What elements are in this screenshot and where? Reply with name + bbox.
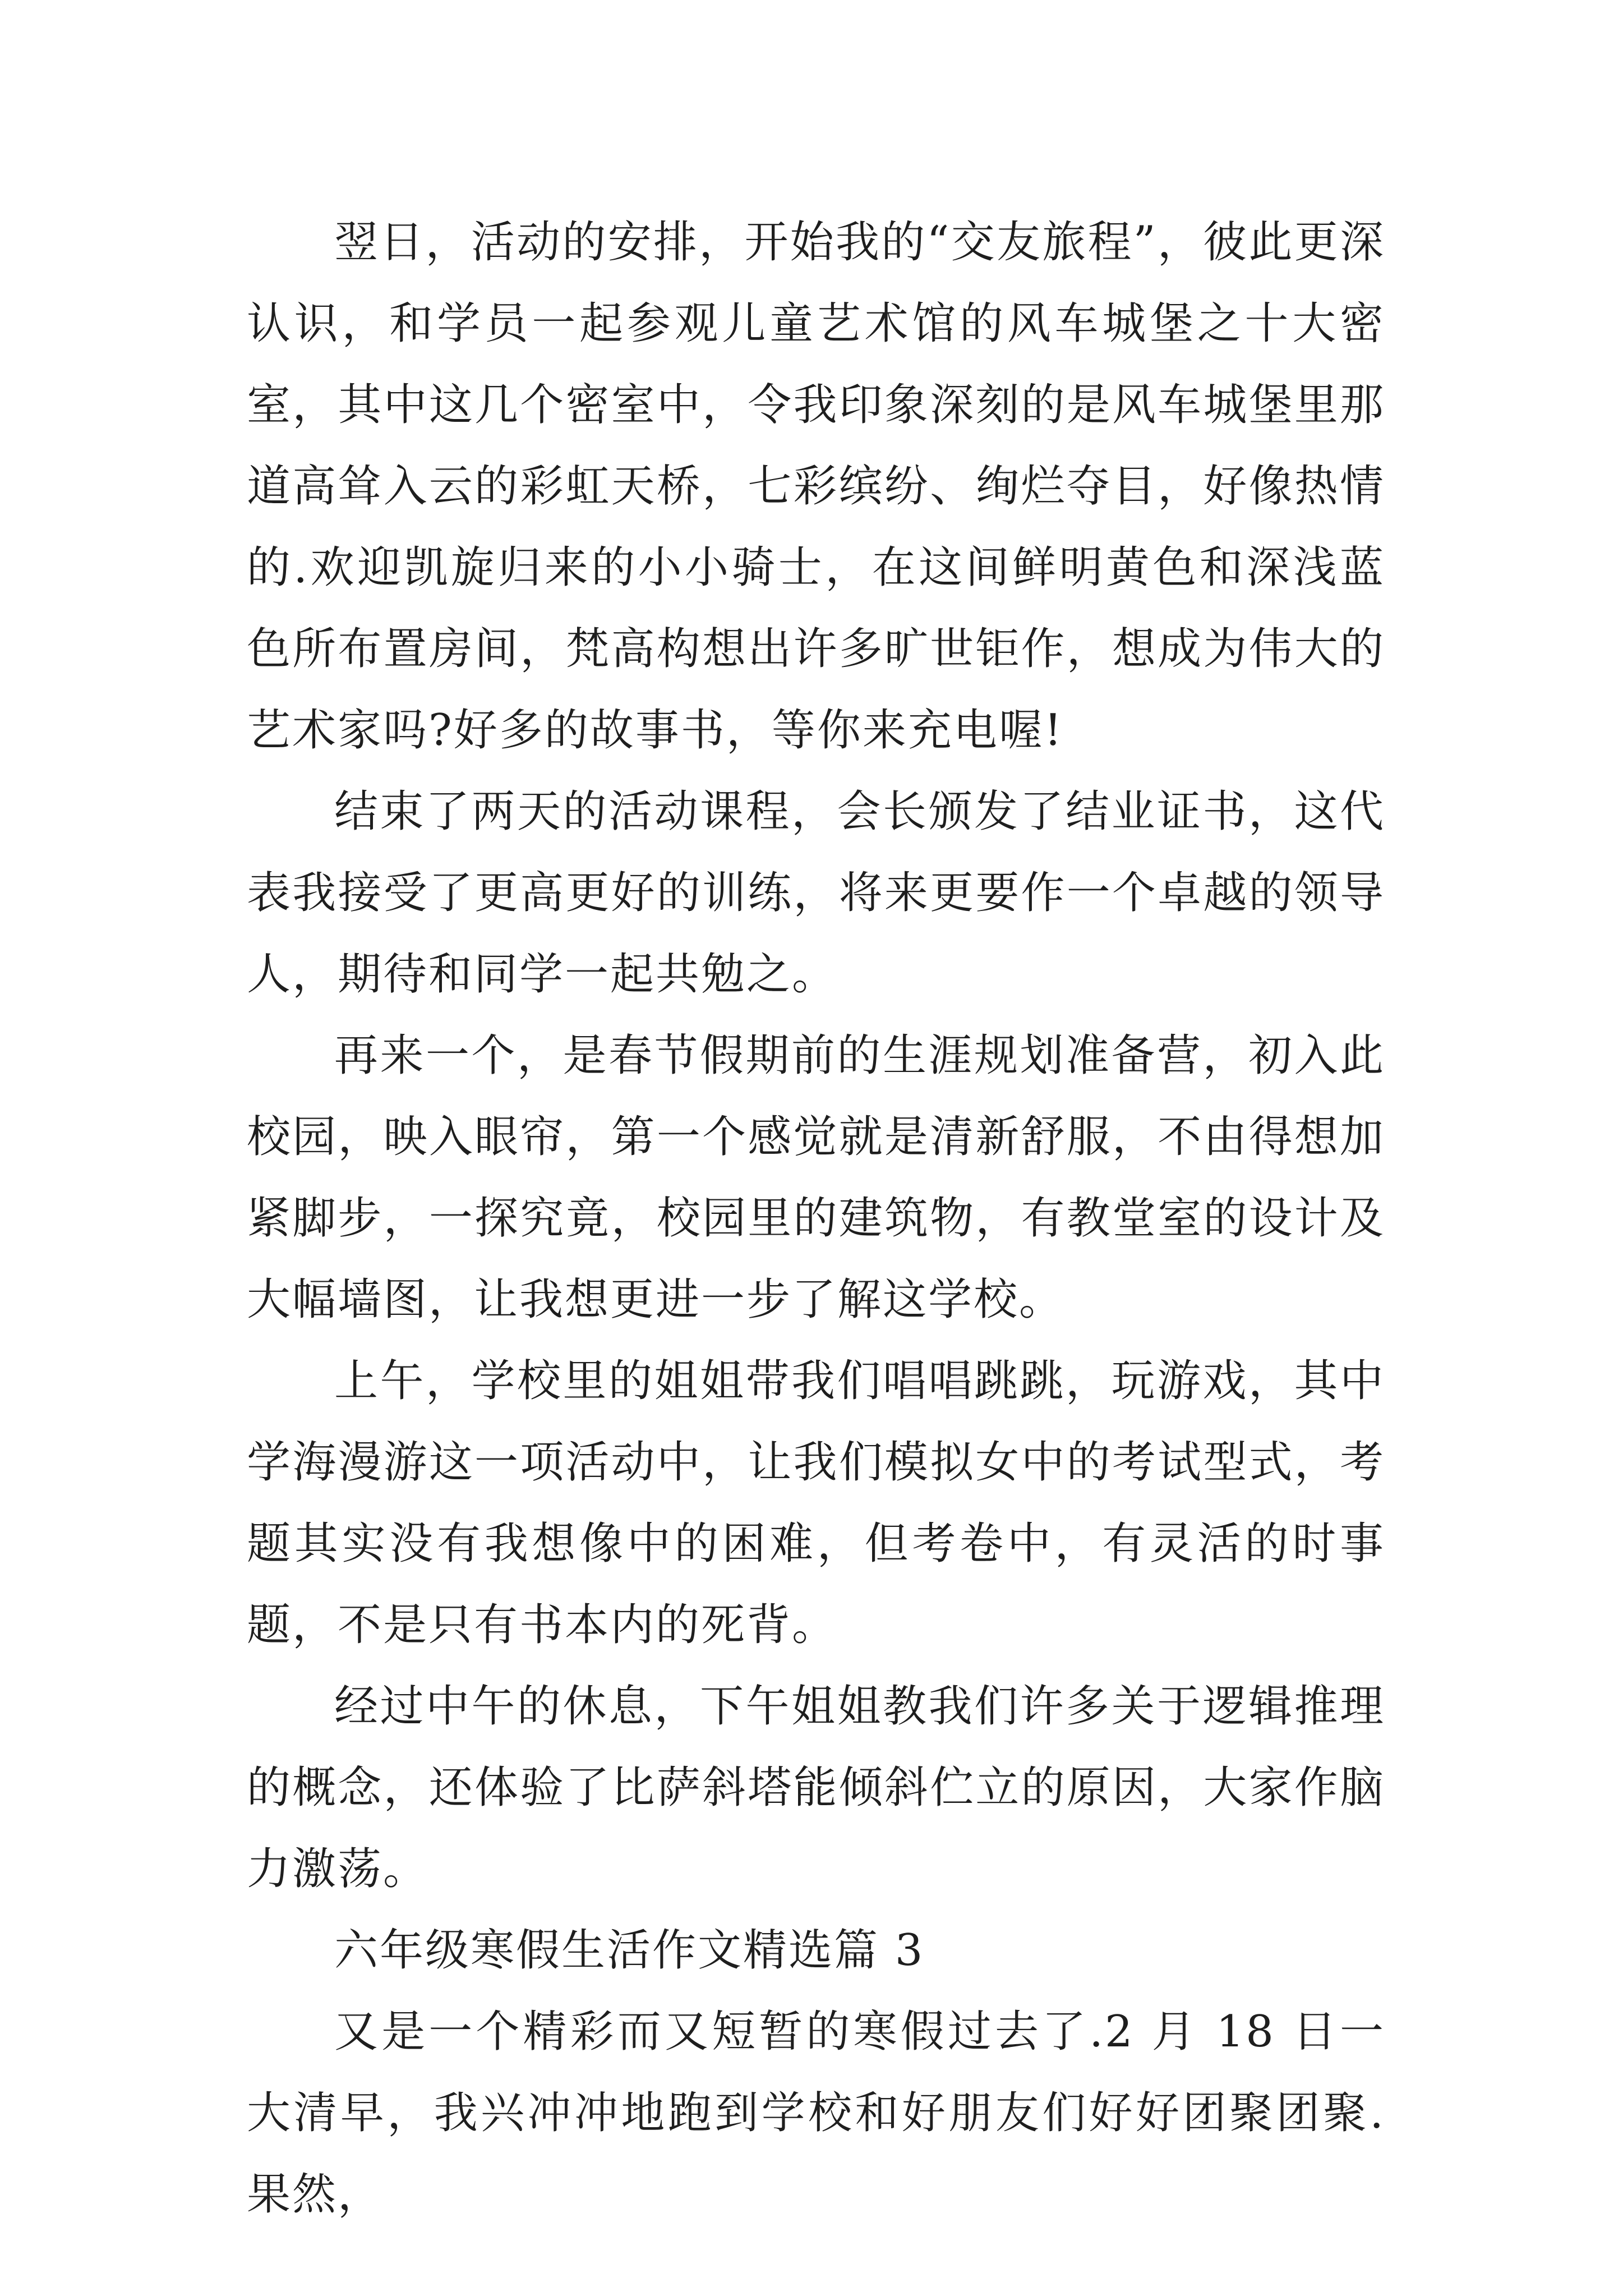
paragraph-4: 上午，学校里的姐姐带我们唱唱跳跳，玩游戏，其中学海漫游这一项活动中，让我们模拟女中的考试型式，考题其实没有我想像中的困难，但考卷中，有灵活的时事题，不是只有书本内的死背。 — [247, 1356, 1385, 1650]
paragraph-6: 又是一个精彩而又短暂的寒假过去了.2 月 18 日一大清早，我兴冲冲地跑到学校和好朋友们好好团聚团聚.果然， — [247, 2007, 1385, 2220]
section-heading: 六年级寒假生活作文精选篇 3 — [334, 1925, 925, 1976]
paragraph-3: 再来一个，是春节假期前的生涯规划准备营，初入此校园，映入眼帘，第一个感觉就是清新舒服，不由得想加紧脚步，一探究竟，校园里的建筑物，有教堂室的设计及大幅墙图，让我想更进一步了解这学校。 — [247, 1030, 1385, 1325]
paragraph-5: 经过中午的休息，下午姐姐教我们许多关于逻辑推理的概念，还体验了比萨斜塔能倾斜伫立的原因，大家作脑力激荡。 — [247, 1681, 1385, 1894]
paragraph-1: 翌日，活动的安排，开始我的“交友旅程”，彼此更深认识，和学员一起参观儿童艺术馆的风车城堡之十大密室，其中这几个密室中，令我印象深刻的是风车城堡里那道高耸入云的彩虹天桥，七彩缤纷、绚烂夺目，好像热情的.欢迎凯旋归来的小小骑士，在这间鲜明黄色和深浅蓝色所布置房间，梵高构想出许多旷世钜作，想成为伟大的艺术家吗?好多的故事书，等你来充电喔! — [247, 217, 1385, 756]
paragraph-2: 结束了两天的活动课程，会长颁发了结业证书，这代表我接受了更高更好的训练，将来更要作一个卓越的领导人，期待和同学一起共勉之。 — [247, 786, 1385, 1000]
document-body — [247, 202, 1385, 2235]
